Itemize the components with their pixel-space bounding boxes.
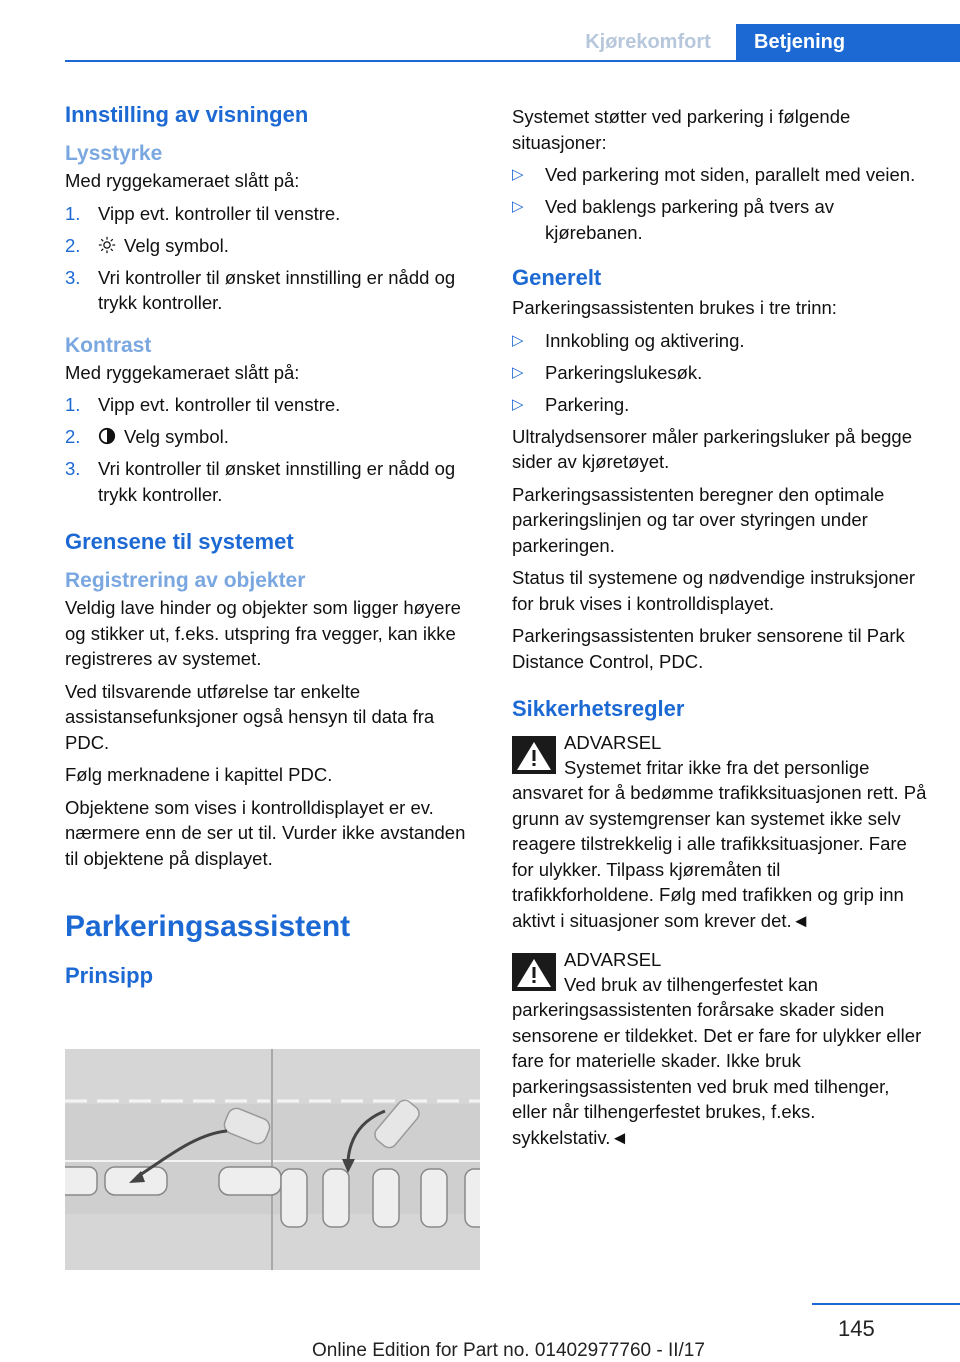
warning-body: Systemet fritar ikke fra det personlige ansvaret for å bedømme trafikksituasjonen rett. På grunn av systemgrenser kan systemet ikke selv reagere tilstrekkelig i alle trafikksituasjoner. Fare for ulykker. Tilpass kjøremåten til trafikkforholdene. Følg med trafikken og grip inn aktivt i situasjoner som krever det.◄ bbox=[512, 756, 927, 931]
heading-safety: Sikkerhetsregler bbox=[512, 696, 685, 721]
general-p3: Status til systemene og nødvendige instruksjoner for bruk vises i kontrolldisplayet. bbox=[512, 567, 916, 614]
contrast-icon bbox=[98, 427, 116, 445]
list-item: ▷ Ved parkering mot siden, parallelt med veien. bbox=[512, 162, 927, 188]
triangle-right-icon: ▷ bbox=[512, 363, 524, 381]
general-p1: Ultralydsensorer måler parkeringsluker på begge sider av kjøretøyet. bbox=[512, 425, 912, 472]
list-item: ▷ Innkobling og aktivering. bbox=[512, 328, 927, 354]
list-item: 1. Vipp evt. kontroller til venstre. bbox=[65, 394, 341, 415]
triangle-right-icon: ▷ bbox=[512, 198, 524, 215]
parking-illustration bbox=[65, 1049, 480, 1270]
left-column bbox=[65, 100, 480, 1007]
detection-p4: Objektene som vises i kontrolldisplayet er ev. nærmere enn de ser ut til. Vurder ikke avstanden til objektene på displayet. bbox=[65, 796, 466, 869]
list-item: ▷ Parkeringslukesøk. bbox=[512, 360, 927, 386]
triangle-right-icon: ▷ bbox=[512, 395, 524, 413]
brightness-steps bbox=[65, 201, 480, 316]
heading-parking-assistant: Parkeringsassistent bbox=[65, 910, 351, 943]
warning-block bbox=[512, 947, 927, 1150]
section-tab: Kjørekomfort bbox=[585, 31, 711, 53]
warning-triangle-icon bbox=[512, 953, 556, 991]
brightness-intro: Med ryggekameraet slått på: bbox=[65, 170, 300, 191]
warning-title: ADVARSEL bbox=[564, 732, 662, 753]
list-item: ▷ Parkering. bbox=[512, 392, 927, 418]
heading-limits: Grensene til systemet bbox=[65, 529, 294, 554]
heading-general: Generelt bbox=[512, 265, 602, 290]
heading-brightness: Lysstyrke bbox=[65, 142, 163, 165]
page-number: 145 bbox=[838, 1316, 875, 1341]
list-item: 2. Velg symbol. bbox=[65, 234, 229, 256]
list-item: ▷ Ved baklengs parkering på tvers av kjørebanen. bbox=[512, 196, 834, 243]
situations-list bbox=[512, 162, 927, 245]
heading-principle: Prinsipp bbox=[65, 963, 154, 988]
footer-divider bbox=[812, 1303, 960, 1305]
list-item: 1. Vipp evt. kontroller til venstre. bbox=[65, 202, 341, 224]
situations-intro: Systemet støtter ved parkering i følgende situasjoner: bbox=[512, 106, 851, 153]
detection-p1: Veldig lave hinder og objekter som ligger høyere og stikker ut, f.eks. utspring fra vegger, kan ikke registreres av systemet. bbox=[65, 597, 461, 669]
heading-settings: Innstilling av visningen bbox=[65, 102, 309, 127]
heading-detection: Registrering av objekter bbox=[65, 569, 306, 592]
list-item: 3. Vri kontroller til ønsket innstilling er nådd og trykk kontroller. bbox=[65, 458, 456, 505]
general-intro: Parkeringsassistenten brukes i tre trinn: bbox=[512, 297, 837, 318]
heading-contrast: Kontrast bbox=[65, 333, 152, 357]
header-divider bbox=[65, 60, 960, 62]
parking-diagram bbox=[65, 1049, 480, 1270]
right-column bbox=[512, 104, 927, 1164]
edition-note: Online Edition for Part no. 01402977760 - II/17 bbox=[312, 1340, 705, 1361]
warning-triangle-icon bbox=[512, 736, 556, 774]
contrast-intro: Med ryggekameraet slått på: bbox=[65, 361, 300, 383]
list-item: 3. Vri kontroller til ønsket innstilling er nådd og trykk kontroller. bbox=[65, 266, 456, 313]
general-p4: Parkeringsassistenten bruker sensorene til Park Distance Control, PDC. bbox=[512, 625, 905, 672]
list-item: 2. Velg symbol. bbox=[65, 426, 229, 447]
warning-body: Ved bruk av tilhengerfestet kan parkeringsassistenten forårsake skader siden sensorene er tildekket. Det er fare for ulykker eller fare for materielle skader. Ikke bruk parkeringsassistenten ved bruk med tilhenger, eller når tilhengerfestet brukes, f.eks. sykkelstativ.◄ bbox=[512, 973, 922, 1148]
triangle-right-icon: ▷ bbox=[512, 166, 524, 183]
detection-p3: Følg merknadene i kapittel PDC. bbox=[65, 764, 333, 785]
general-p2: Parkeringsassistenten beregner den optimale parkeringslinjen og tar over styringen under parkeringen. bbox=[512, 483, 885, 556]
warning-title: ADVARSEL bbox=[564, 949, 662, 970]
sun-icon bbox=[98, 236, 116, 254]
steps-list bbox=[512, 328, 927, 418]
contrast-steps bbox=[65, 392, 480, 507]
warning-block bbox=[512, 730, 927, 933]
detection-p2: Ved tilsvarende utførelse tar enkelte assistansefunksjoner også hensyn til data fra PDC. bbox=[65, 680, 435, 753]
page-header bbox=[0, 0, 960, 62]
triangle-right-icon: ▷ bbox=[512, 331, 524, 349]
chapter-tab: Betjening bbox=[736, 24, 960, 60]
